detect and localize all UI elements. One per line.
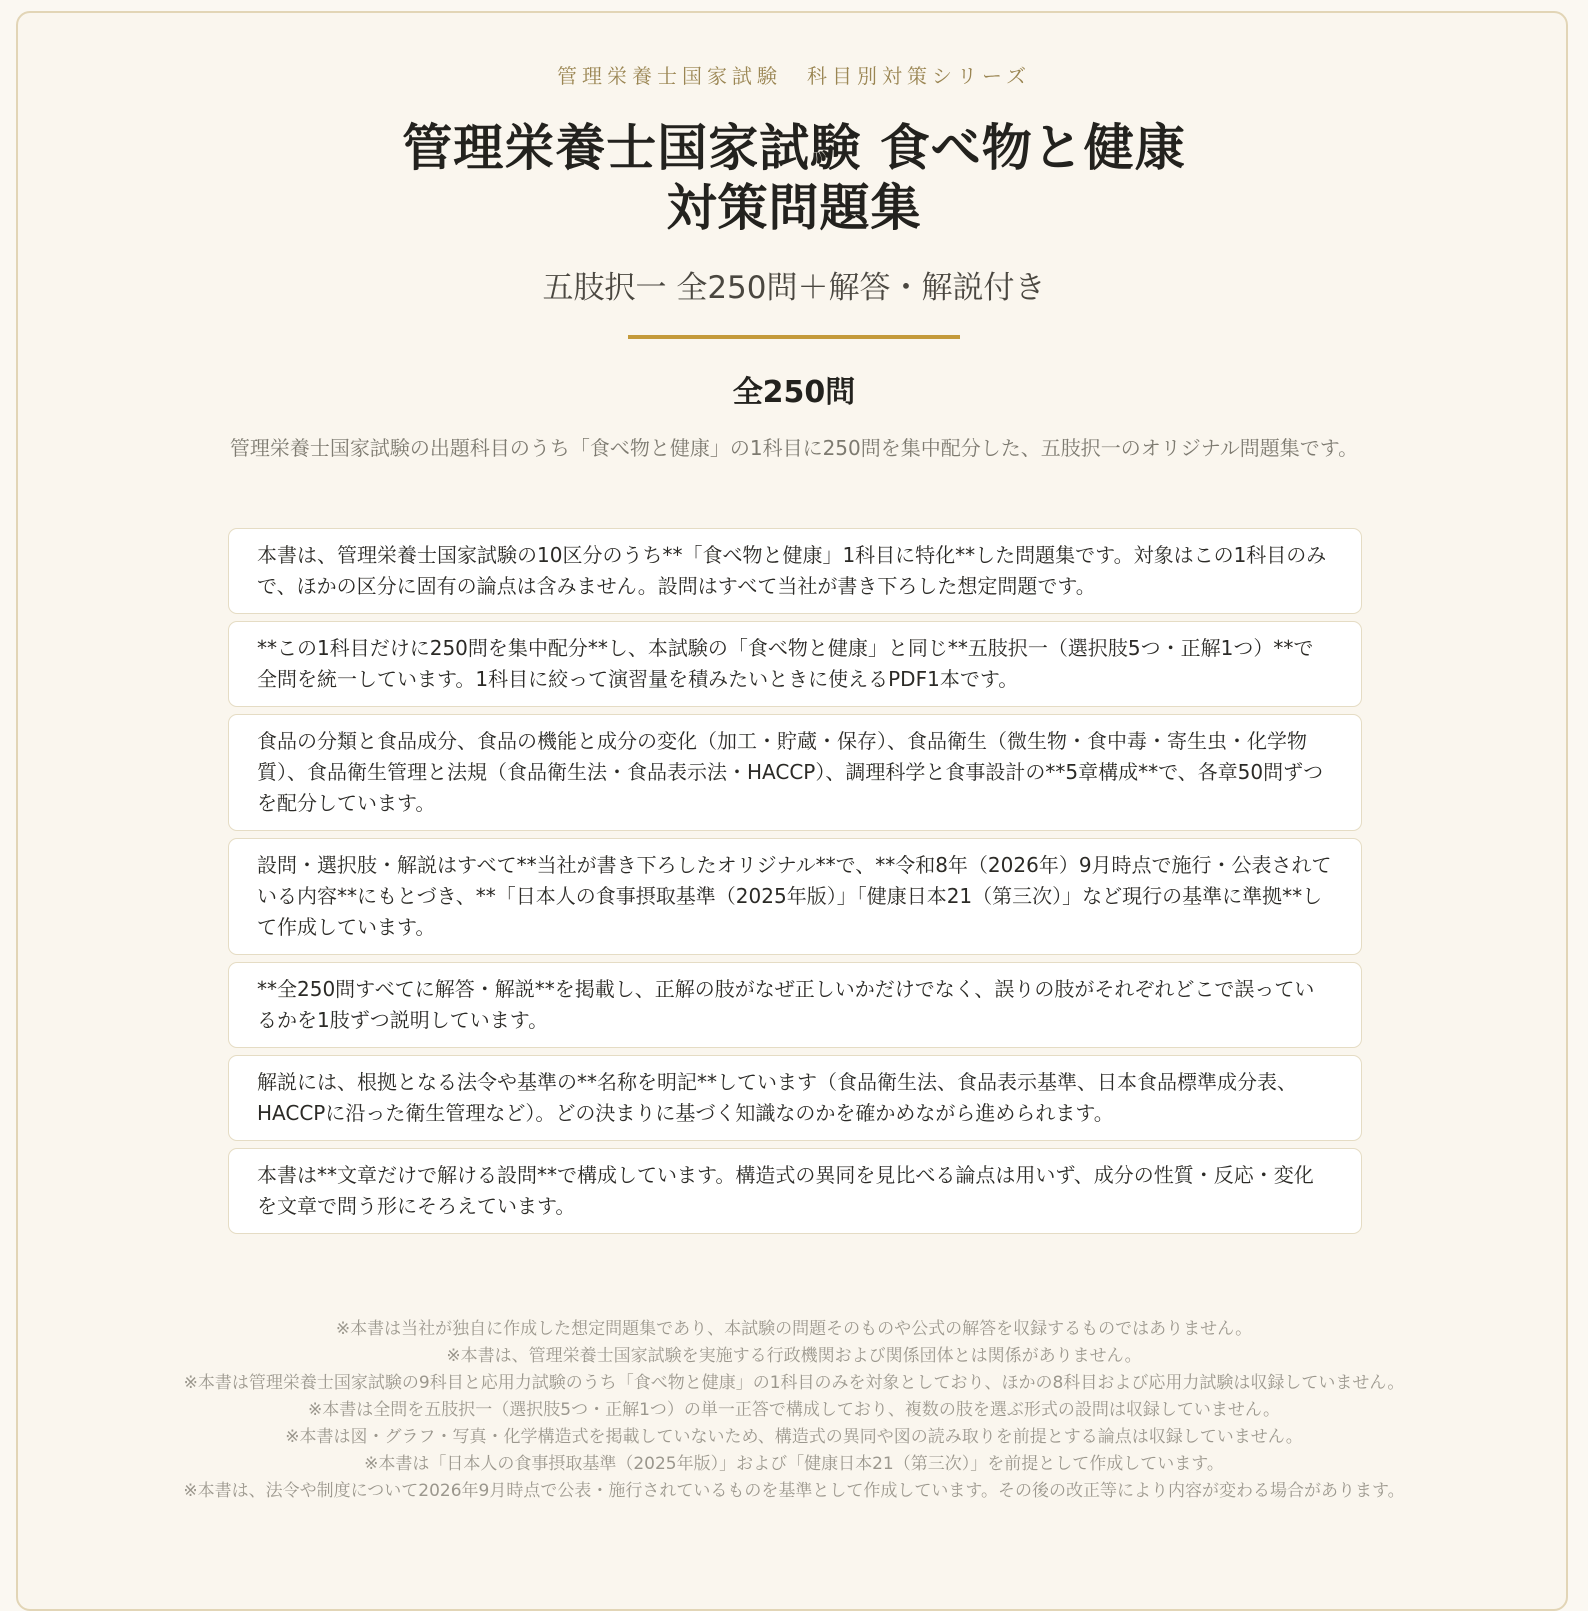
disclaimer-note: ※本書は、管理栄養士国家試験を実施する行政機関および関係団体とは関係がありません。	[446, 1346, 1142, 1366]
feature-card: 食品の分類と食品成分、食品の機能と成分の変化（加工・貯蔵・保存）、食品衛生（微生物・食中毒・寄生虫・化学物質）、食品衛生管理と法規（食品衛生法・食品表示法・HACCP）、調理科学と食事設計の**5章構成**で、各章50問ずつを配分しています。	[228, 714, 1362, 831]
title-line-1: 管理栄養士国家試験 食べ物と健康	[402, 119, 1186, 177]
feature-card: 設問・選択肢・解説はすべて**当社が書き下ろしたオリジナル**で、**令和8年（2026年）9月時点で施行・公表されている内容**にもとづき、**「日本人の食事摂取基準（2025年版）」「健康日本21（第三次）」など現行の基準に準拠**して作成しています。	[228, 838, 1362, 955]
disclaimer-notes	[120, 1316, 1468, 1505]
feature-card: 本書は、管理栄養士国家試験の10区分のうち**「食べ物と健康」1科目に特化**した問題集です。対象はこの1科目のみで、ほかの区分に固有の論点は含みません。設問はすべて当社が書き下ろした想定問題です。	[228, 528, 1362, 614]
feature-card: **この1科目だけに250問を集中配分**し、本試験の「食べ物と健康」と同じ**五肢択一（選択肢5つ・正解1つ）**で全問を統一しています。1科目に絞って演習量を積みたいときに使えるPDF1本です。	[228, 621, 1362, 707]
question-count: 全250問	[732, 375, 856, 410]
disclaimer-note: ※本書は全問を五肢択一（選択肢5つ・正解1つ）の単一正答で構成しており、複数の肢を選ぶ形式の設問は収録していません。	[308, 1400, 1280, 1420]
feature-list	[228, 528, 1362, 1241]
disclaimer-note: ※本書は当社が独自に作成した想定問題集であり、本試験の問題そのものや公式の解答を収録するものではありません。	[335, 1319, 1253, 1339]
disclaimer-note: ※本書は、法令や制度について2026年9月時点で公表・施行されているものを基準として作成しています。その後の改正等により内容が変わる場合があります。	[183, 1481, 1405, 1501]
disclaimer-note: ※本書は図・グラフ・写真・化学構造式を掲載していないため、構造式の異同や図の読み取りを前提とする論点は収録していません。	[285, 1427, 1303, 1447]
feature-card: **全250問すべてに解答・解説**を掲載し、正解の肢がなぜ正しいかだけでなく、誤りの肢がそれぞれどこで誤っているかを1肢ずつ説明しています。	[228, 962, 1362, 1048]
feature-card: 本書は**文章だけで解ける設問**で構成しています。構造式の異同を見比べる論点は用いず、成分の性質・反応・変化を文章で問う形にそろえています。	[228, 1148, 1362, 1234]
series-label: 管理栄養士国家試験 科目別対策シリーズ	[557, 64, 1031, 88]
feature-card: 解説には、根拠となる法令や基準の**名称を明記**しています（食品衛生法、食品表示基準、日本食品標準成分表、HACCPに沿った衛生管理など）。どの決まりに基づく知識なのかを確かめながら進められます。	[228, 1055, 1362, 1141]
page-subtitle: 五肢択一 全250問＋解答・解説付き	[542, 270, 1046, 306]
accent-divider	[628, 335, 960, 339]
disclaimer-note: ※本書は管理栄養士国家試験の9科目と応用力試験のうち「食べ物と健康」の1科目のみを対象としており、ほかの8科目および応用力試験は収録していません。	[183, 1373, 1405, 1393]
title-line-2: 対策問題集	[666, 179, 922, 237]
lead-text: 管理栄養士国家試験の出題科目のうち「食べ物と健康」の1科目に250問を集中配分した、五肢択一のオリジナル問題集です。	[229, 436, 1359, 460]
disclaimer-note: ※本書は「日本人の食事摂取基準（2025年版）」および「健康日本21（第三次）」を前提として作成しています。	[364, 1454, 1224, 1474]
page-title	[0, 118, 1588, 238]
